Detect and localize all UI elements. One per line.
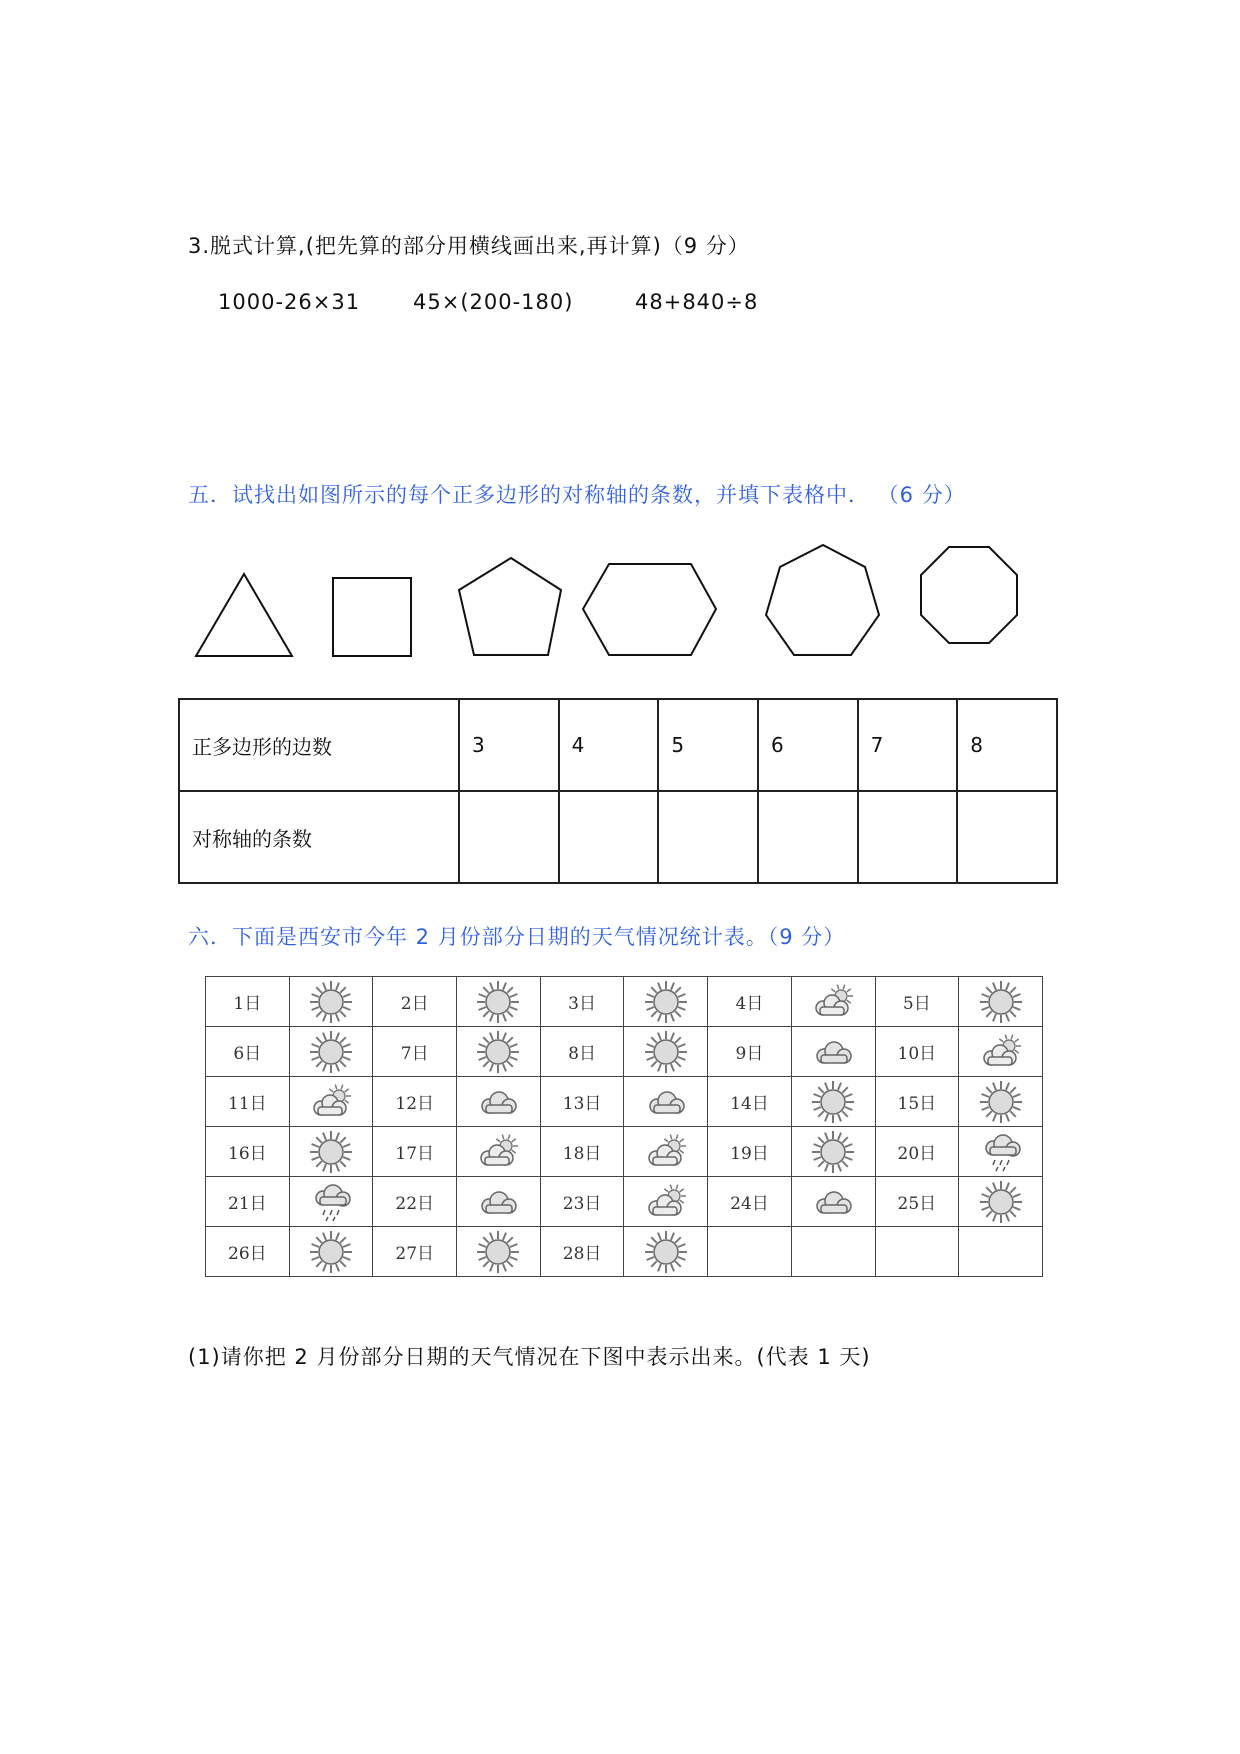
answer-cell[interactable]: [858, 791, 958, 883]
weather-icon-cell: [457, 1177, 541, 1227]
axes-header: 对称轴的条数: [179, 791, 459, 883]
partly-cloudy-icon: [642, 1131, 690, 1173]
sun-icon: [307, 1131, 355, 1173]
empty-cell: [959, 1227, 1043, 1277]
day-label: 22日: [373, 1177, 457, 1227]
day-label: 9日: [708, 1027, 792, 1077]
heptagon-icon: [766, 545, 879, 655]
pentagon-icon: [459, 558, 561, 655]
weather-icon-cell: [791, 1127, 875, 1177]
answer-cell[interactable]: [957, 791, 1057, 883]
day-label: 25日: [875, 1177, 959, 1227]
empty-cell: [791, 1227, 875, 1277]
answer-cell[interactable]: [758, 791, 858, 883]
sides-cell: 8: [957, 699, 1057, 791]
sun-icon: [977, 1181, 1025, 1223]
sun-icon: [474, 981, 522, 1023]
day-label: 4日: [708, 977, 792, 1027]
partly-cloudy-icon: [474, 1131, 522, 1173]
weather-icon-cell: [624, 977, 708, 1027]
sides-row: [179, 699, 1057, 791]
day-label: 7日: [373, 1027, 457, 1077]
day-label: 19日: [708, 1127, 792, 1177]
day-label: 6日: [206, 1027, 290, 1077]
day-label: 17日: [373, 1127, 457, 1177]
weather-icon-cell: [624, 1027, 708, 1077]
subquestion-1: (1)请你把 2 月份部分日期的天气情况在下图中表示出来。(代表 1 天): [188, 1345, 871, 1369]
day-label: 1日: [206, 977, 290, 1027]
weather-icon-cell: [959, 1127, 1043, 1177]
weather-icon-cell: [791, 1027, 875, 1077]
weather-icon-cell: [457, 1127, 541, 1177]
empty-cell: [875, 1227, 959, 1277]
cloud-icon: [474, 1181, 522, 1223]
day-label: 28日: [540, 1227, 624, 1277]
sides-cell: 4: [559, 699, 659, 791]
day-label: 21日: [206, 1177, 290, 1227]
sun-icon: [642, 981, 690, 1023]
day-label: 20日: [875, 1127, 959, 1177]
partly-cloudy-icon: [977, 1031, 1025, 1073]
axes-row: [179, 791, 1057, 883]
day-label: 3日: [540, 977, 624, 1027]
sun-icon: [642, 1231, 690, 1273]
weather-row: [206, 1177, 1043, 1227]
weather-icon-cell: [791, 1177, 875, 1227]
day-label: 12日: [373, 1077, 457, 1127]
sun-icon: [809, 1081, 857, 1123]
sun-icon: [809, 1131, 857, 1173]
cloud-icon: [809, 1181, 857, 1223]
weather-table: [205, 976, 1043, 1277]
day-label: 8日: [540, 1027, 624, 1077]
sides-cell: 5: [658, 699, 758, 791]
sides-cell: 6: [758, 699, 858, 791]
weather-icon-cell: [289, 1077, 373, 1127]
weather-icon-cell: [624, 1077, 708, 1127]
day-label: 14日: [708, 1077, 792, 1127]
cloud-icon: [642, 1081, 690, 1123]
section3-title: 3.脱式计算,(把先算的部分用横线画出来,再计算)（9 分）: [188, 234, 750, 258]
day-label: 18日: [540, 1127, 624, 1177]
expression-1: 1000-26×31: [218, 290, 361, 314]
answer-cell[interactable]: [658, 791, 758, 883]
day-label: 5日: [875, 977, 959, 1027]
weather-icon-cell: [289, 977, 373, 1027]
expression-2: 45×(200-180): [413, 290, 574, 314]
sun-icon: [474, 1031, 522, 1073]
sun-icon: [977, 981, 1025, 1023]
day-label: 2日: [373, 977, 457, 1027]
weather-icon-cell: [624, 1127, 708, 1177]
day-label: 23日: [540, 1177, 624, 1227]
sun-icon: [642, 1031, 690, 1073]
sun-icon: [307, 1231, 355, 1273]
sun-icon: [474, 1231, 522, 1273]
partly-cloudy-icon: [642, 1181, 690, 1223]
partly-cloudy-icon: [307, 1081, 355, 1123]
weather-row: [206, 1127, 1043, 1177]
weather-icon-cell: [457, 1027, 541, 1077]
partly-cloudy-icon: [809, 981, 857, 1023]
day-label: 16日: [206, 1127, 290, 1177]
day-label: 15日: [875, 1077, 959, 1127]
weather-row: [206, 1027, 1043, 1077]
day-label: 26日: [206, 1227, 290, 1277]
hexagon-icon: [583, 564, 716, 655]
weather-icon-cell: [457, 1227, 541, 1277]
sides-cell: 3: [459, 699, 559, 791]
sun-icon: [977, 1081, 1025, 1123]
day-label: 24日: [708, 1177, 792, 1227]
expression-3: 48+840÷8: [635, 290, 759, 314]
weather-row: [206, 977, 1043, 1027]
weather-icon-cell: [289, 1177, 373, 1227]
answer-cell[interactable]: [459, 791, 559, 883]
weather-icon-cell: [289, 1227, 373, 1277]
triangle-icon: [196, 574, 292, 656]
day-label: 13日: [540, 1077, 624, 1127]
weather-row: [206, 1227, 1043, 1277]
rain-icon: [307, 1181, 355, 1223]
weather-row: [206, 1077, 1043, 1127]
section5-title: 五．试找出如图所示的每个正多边形的对称轴的条数，并填下表格中． （6 分）: [188, 483, 966, 507]
weather-icon-cell: [959, 977, 1043, 1027]
day-label: 27日: [373, 1227, 457, 1277]
weather-icon-cell: [457, 1077, 541, 1127]
section6-title: 六．下面是西安市今年 2 月份部分日期的天气情况统计表。（9 分）: [188, 925, 846, 949]
weather-icon-cell: [624, 1177, 708, 1227]
cloud-icon: [809, 1031, 857, 1073]
sides-header: 正多边形的边数: [179, 699, 459, 791]
weather-icon-cell: [289, 1127, 373, 1177]
sun-icon: [307, 981, 355, 1023]
weather-icon-cell: [791, 977, 875, 1027]
weather-icon-cell: [457, 977, 541, 1027]
polygon-figures: [180, 530, 1060, 670]
sun-icon: [307, 1031, 355, 1073]
day-label: 10日: [875, 1027, 959, 1077]
answer-cell[interactable]: [559, 791, 659, 883]
weather-icon-cell: [624, 1227, 708, 1277]
weather-icon-cell: [289, 1027, 373, 1077]
day-label: 11日: [206, 1077, 290, 1127]
empty-cell: [708, 1227, 792, 1277]
sides-cell: 7: [858, 699, 958, 791]
cloud-icon: [474, 1081, 522, 1123]
weather-icon-cell: [791, 1077, 875, 1127]
rain-icon: [977, 1131, 1025, 1173]
square-icon: [333, 578, 411, 656]
weather-icon-cell: [959, 1177, 1043, 1227]
weather-icon-cell: [959, 1027, 1043, 1077]
octagon-icon: [921, 547, 1017, 643]
symmetry-table: [178, 698, 1058, 884]
weather-icon-cell: [959, 1077, 1043, 1127]
